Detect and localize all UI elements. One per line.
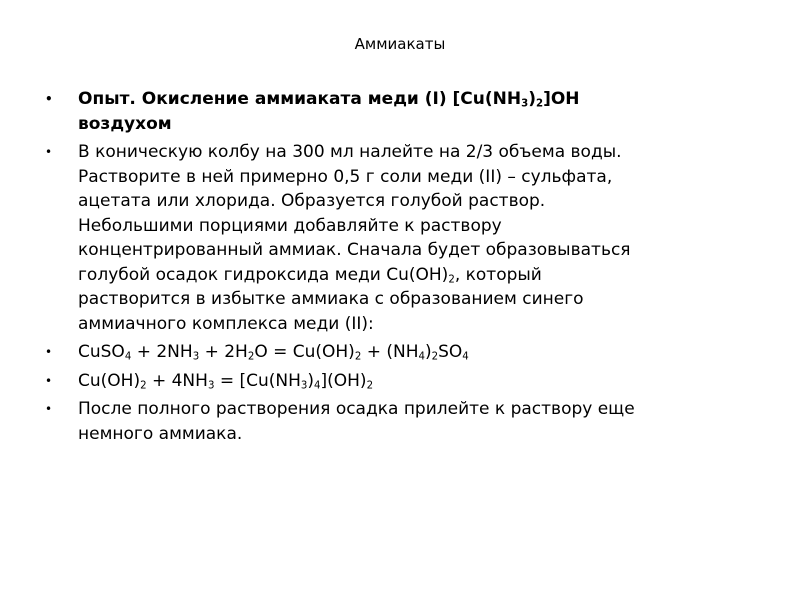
bullet-final-step — [45, 397, 745, 446]
procedure-line: В коническую колбу на 300 мл налейте на 2/3 объема воды. — [78, 142, 622, 162]
bullet-equation-1 — [45, 340, 745, 365]
bullet-marker: • — [45, 373, 53, 388]
bullet-marker: • — [45, 345, 53, 359]
bullet-marker: • — [45, 145, 53, 159]
final-step-line: После полного растворения осадка прилейте к раствору еще — [78, 399, 635, 419]
final-step-line: немного аммиака. — [78, 423, 243, 444]
procedure-line: растворится в избытке аммиака с образованием синего — [78, 289, 584, 309]
procedure-line: аммиачного комплекса меди (II): — [78, 313, 374, 334]
bullet-procedure — [45, 140, 745, 336]
chemical-equation: CuSO$_4$ + $2NH_3 + 2H_2O = Cu(OH)_2 + (NH_4)_2SO_4$ — [78, 342, 469, 363]
procedure-line: ацетата или хлорида. Образуется голубой раствор. — [78, 191, 546, 211]
bullet-marker: • — [45, 92, 53, 106]
bullet-experiment-title — [45, 87, 745, 136]
bullet-marker: • — [45, 402, 53, 416]
slide-title: Аммиакаты — [354, 35, 446, 53]
bullet-equation-2 — [45, 369, 745, 394]
bullet-list — [45, 87, 745, 450]
procedure-line: голубой осадок гидроксида меди $Cu(OH)_2$, который — [78, 264, 542, 286]
experiment-title-line-2: воздухом — [78, 113, 172, 134]
chemical-equation: $Cu(OH)_2 + 4NH_3 = [Cu(NH_3)_4](OH)_2$ — [78, 370, 374, 392]
experiment-title-line-1: Опыт. Окисление аммиаката меди (I) $[Cu(NH_3)_2]OH$ — [78, 89, 580, 110]
procedure-line: Растворите в ней примерно 0,5 г соли меди (II) – сульфата, — [78, 166, 613, 187]
procedure-line: концентрированный аммиак. Сначала будет образовываться — [78, 240, 631, 260]
procedure-line: Небольшими порциями добавляйте к раствору — [78, 215, 502, 236]
